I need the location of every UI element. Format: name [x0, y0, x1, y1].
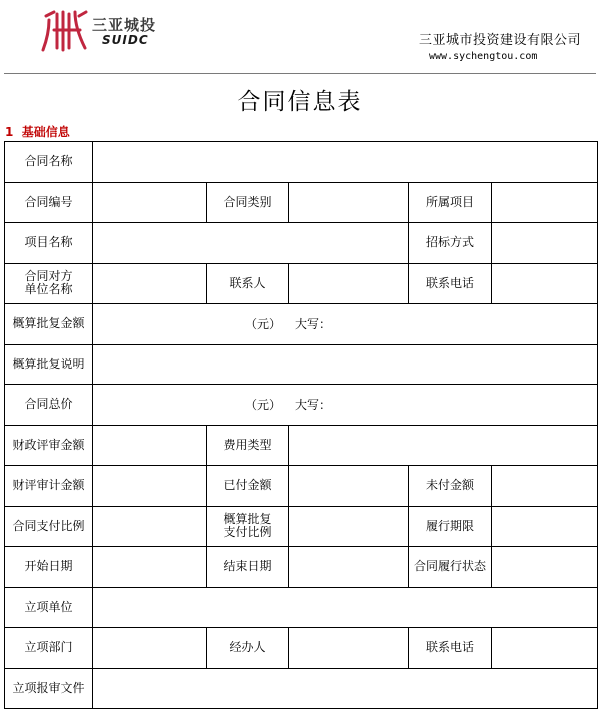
contract-type-value[interactable]: [289, 182, 409, 223]
table-row: [5, 223, 598, 264]
table-row: [5, 344, 598, 385]
table-row: [5, 547, 598, 588]
fiscal-audit-amount-label: 财评审计金额: [5, 466, 93, 507]
start-date-label: 开始日期: [5, 547, 93, 588]
start-date-value[interactable]: [93, 547, 207, 588]
project-unit-label: 立项单位: [5, 587, 93, 628]
project-belong-label: 所属项目: [409, 182, 492, 223]
contact-phone-2-label: 联系电话: [409, 628, 492, 669]
company-logo: [40, 6, 170, 54]
table-row: [5, 385, 598, 426]
budget-approved-note-label: 概算批复说明: [5, 344, 93, 385]
project-name-label: 项目名称: [5, 223, 93, 264]
contract-name-label: 合同名称: [5, 142, 93, 183]
contact-phone-2-value[interactable]: [492, 628, 598, 669]
performance-period-label: 履行期限: [409, 506, 492, 547]
table-row: [5, 506, 598, 547]
approval-document-label: 立项报审文件: [5, 668, 93, 709]
table-row: [5, 466, 598, 507]
paid-amount-label: 已付金额: [207, 466, 289, 507]
table-row: [5, 263, 598, 304]
document-title: 合同信息表: [237, 89, 363, 115]
amount-unit: （元）: [245, 398, 282, 413]
company-name: 三亚城市投资建设有限公司: [418, 33, 581, 48]
contact-phone-label: 联系电话: [409, 263, 492, 304]
project-name-value[interactable]: [93, 223, 409, 264]
payment-ratio-label: 合同支付比例: [5, 506, 93, 547]
contact-person-value[interactable]: [289, 263, 409, 304]
contract-no-value[interactable]: [93, 182, 207, 223]
suidc-logo-icon: [40, 6, 90, 54]
unpaid-amount-label: 未付金额: [409, 466, 492, 507]
end-date-value[interactable]: [289, 547, 409, 588]
contact-phone-value[interactable]: [492, 263, 598, 304]
page-header: [0, 0, 600, 74]
project-unit-value[interactable]: [93, 587, 598, 628]
section-heading: [5, 123, 70, 140]
budget-payment-ratio-label: 概算批复支付比例: [207, 506, 289, 547]
contract-no-label: 合同编号: [5, 182, 93, 223]
handler-value[interactable]: [289, 628, 409, 669]
logo-text-cn: 三亚城投: [92, 16, 157, 34]
unpaid-amount-value[interactable]: [492, 466, 598, 507]
fiscal-review-amount-label: 财政评审金额: [5, 425, 93, 466]
fiscal-audit-amount-value[interactable]: [93, 466, 207, 507]
total-price-value[interactable]: [93, 385, 598, 426]
table-row: [5, 425, 598, 466]
handler-label: 经办人: [207, 628, 289, 669]
contract-info-table: [4, 141, 598, 709]
section-number: 1: [5, 125, 14, 139]
budget-approved-amount-value[interactable]: [93, 304, 598, 345]
contract-type-label: 合同类别: [207, 182, 289, 223]
amount-capital-label: 大写：: [295, 317, 332, 332]
project-department-value[interactable]: [93, 628, 207, 669]
project-department-label: 立项部门: [5, 628, 93, 669]
bid-method-value[interactable]: [492, 223, 598, 264]
header-divider: [4, 73, 596, 74]
end-date-label: 结束日期: [207, 547, 289, 588]
expense-type-label: 费用类型: [207, 425, 289, 466]
counterparty-label: 合同对方单位名称: [5, 263, 93, 304]
logo-text-en: SUIDC: [102, 33, 149, 47]
bid-method-label: 招标方式: [409, 223, 492, 264]
table-row: [5, 182, 598, 223]
table-row: [5, 304, 598, 345]
payment-ratio-value[interactable]: [93, 506, 207, 547]
table-row: [5, 587, 598, 628]
budget-payment-ratio-value[interactable]: [289, 506, 409, 547]
table-row: [5, 628, 598, 669]
amount-capital-label: 大写：: [295, 398, 332, 413]
contact-person-label: 联系人: [207, 263, 289, 304]
table-row: [5, 142, 598, 183]
approval-document-value[interactable]: [93, 668, 598, 709]
table-row: [5, 668, 598, 709]
fiscal-review-amount-value[interactable]: [93, 425, 207, 466]
expense-type-value[interactable]: [289, 425, 598, 466]
budget-approved-amount-label: 概算批复金额: [5, 304, 93, 345]
budget-approved-note-value[interactable]: [93, 344, 598, 385]
section-name: 基础信息: [21, 125, 70, 139]
performance-period-value[interactable]: [492, 506, 598, 547]
performance-status-label: 合同履行状态: [409, 547, 492, 588]
performance-status-value[interactable]: [492, 547, 598, 588]
project-belong-value[interactable]: [492, 182, 598, 223]
counterparty-value[interactable]: [93, 263, 207, 304]
paid-amount-value[interactable]: [289, 466, 409, 507]
total-price-label: 合同总价: [5, 385, 93, 426]
amount-unit: （元）: [245, 317, 282, 332]
company-website: www.sychengtou.com: [429, 51, 538, 62]
contract-name-value[interactable]: [93, 142, 598, 183]
